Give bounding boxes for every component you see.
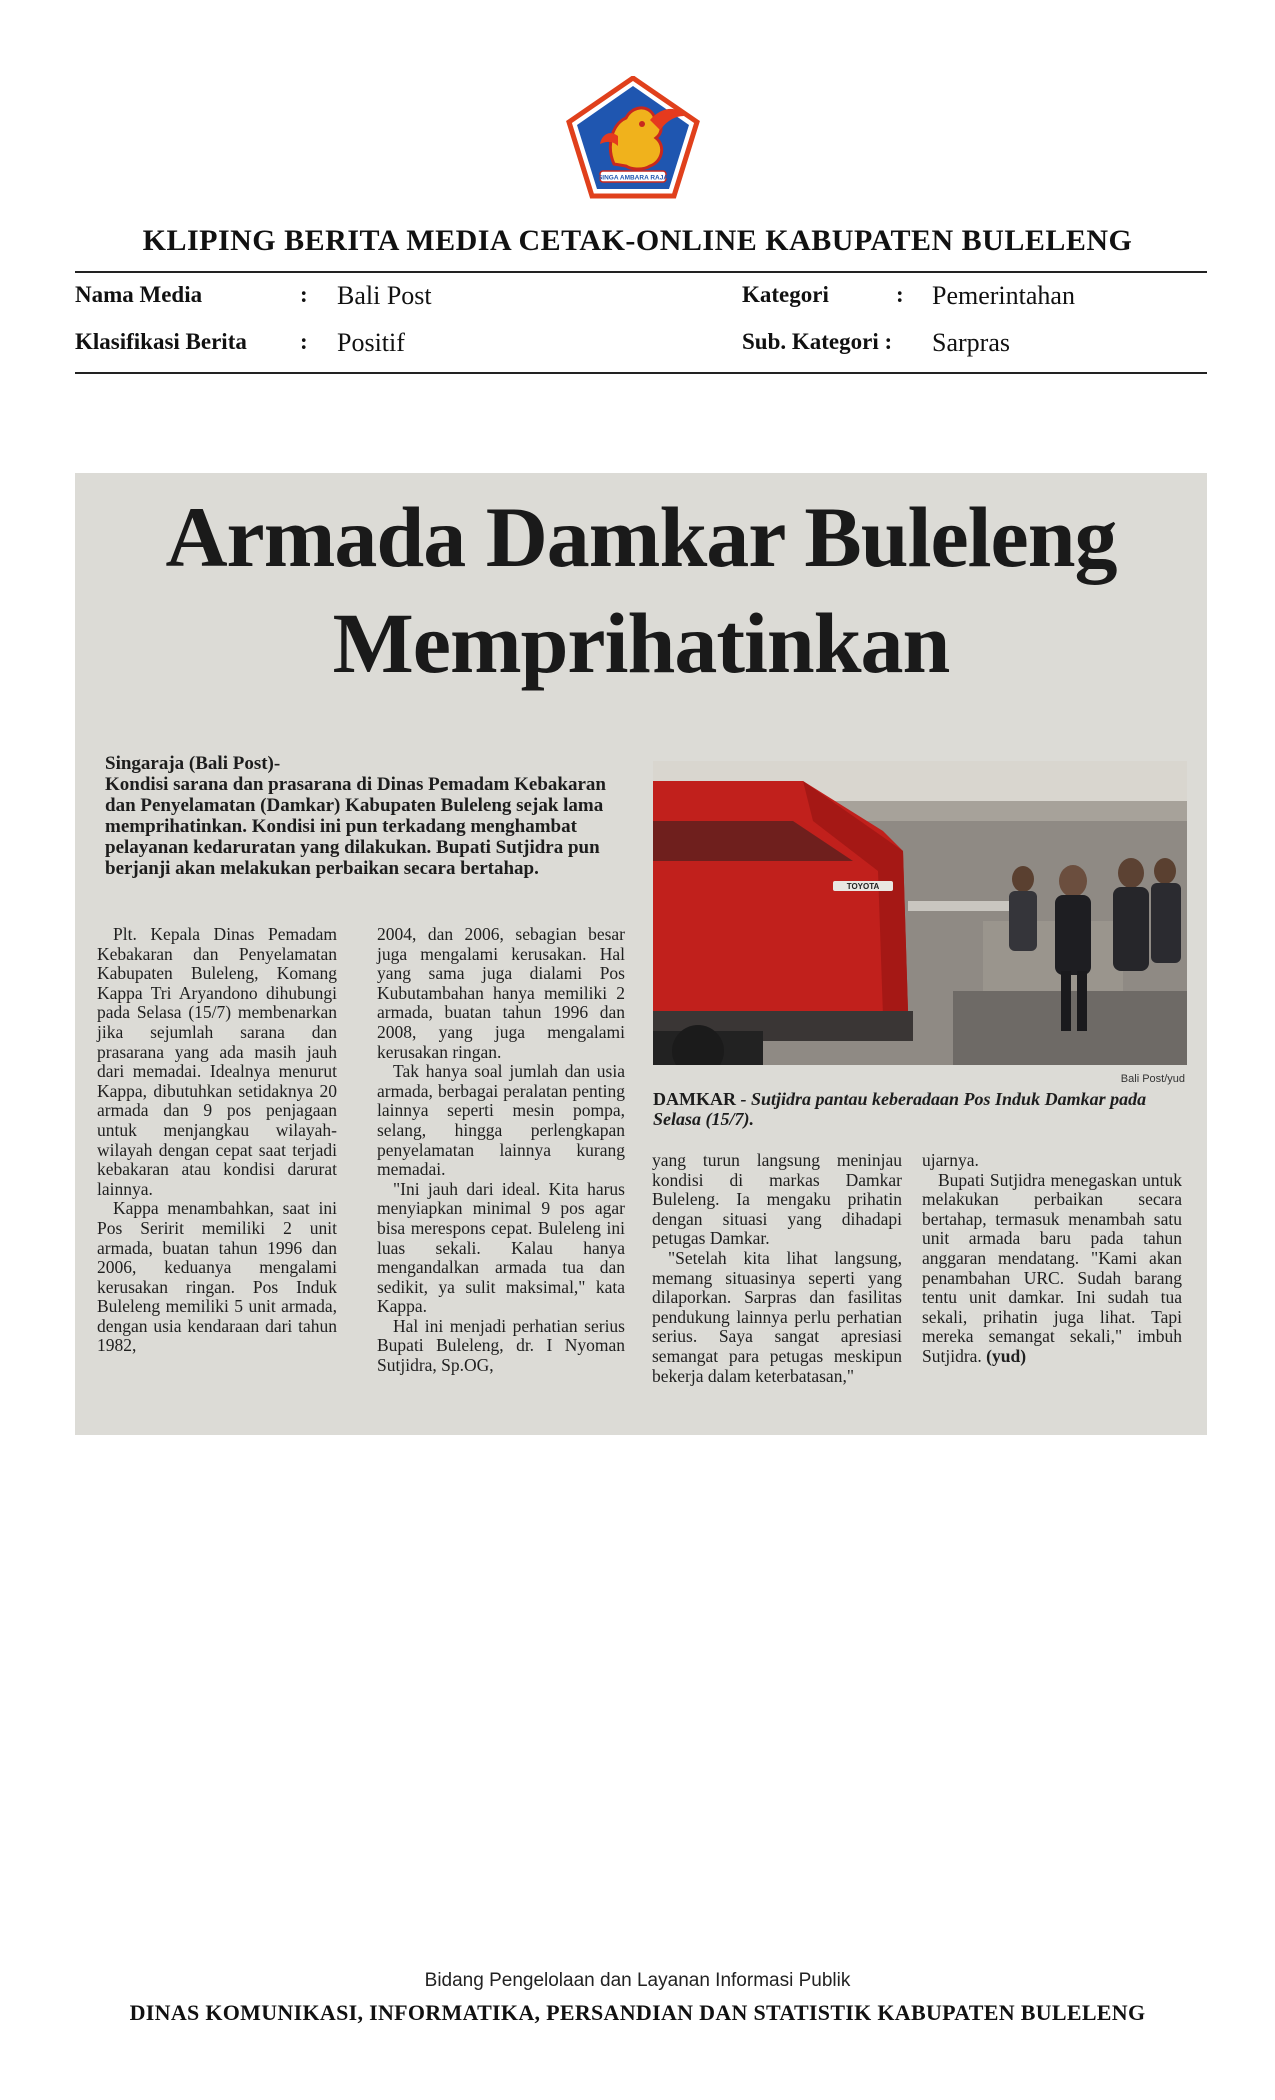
col2-paragraph-1: 2004, dan 2006, sebagian besar juga mengalami kerusakan. Hal yang sama juga dialami Pos Kubutambahan hanya memiliki 2 armada, buatan tahun 1996 dan 2008, yang juga mengalami kerusakan ringan. (377, 924, 625, 1062)
headline-line-2: Memprihatinkan (332, 595, 950, 691)
subkategori-label: Sub. Kategori : (742, 329, 893, 354)
media-value: Bali Post (337, 281, 432, 310)
truck-badge: TOYOTA (846, 882, 880, 891)
col3-paragraph-1: yang turun langsung meninjau kondisi di markas Damkar Buleleng. Ia mengaku prihatin dengan situasi yang dihadapi petugas Damkar. (652, 1150, 902, 1249)
buleleng-lion-crest-icon (566, 76, 700, 200)
logo-text: SINGA AMBARA RAJA (597, 174, 669, 182)
article-column-1 (97, 925, 337, 1356)
header-divider-top (75, 271, 1207, 273)
klasifikasi-label: Klasifikasi Berita (75, 329, 247, 354)
footer-department: Bidang Pengelolaan dan Layanan Informasi Publik (424, 1970, 851, 1991)
col2-paragraph-3: "Ini jauh dari ideal. Kita harus menyiapkan minimal 9 pos agar bisa merespons cepat. Buleleng ini luas sekali. Kalau hanya mengandalkan armada tua dan sedikit, ya sulit maksimal," kata Kappa. (377, 1178, 625, 1317)
article-photo (653, 761, 1187, 1065)
photo-credit: Bali Post/yud (1120, 1073, 1185, 1085)
article-dateline: Singaraja (Bali Post)- (105, 753, 281, 774)
subkategori-value: Sarpras (932, 328, 1010, 357)
klasifikasi-colon: : (300, 329, 308, 354)
article-lead-text: Kondisi sarana dan prasarana di Dinas Pemadam Kebakaran dan Penyelamatan (Damkar) Kabupaten Buleleng sejak lama memprihatinkan. Kondisi ini pun terkadang menghambat pelayanan kedaruratan yang dilakukan. Bupati Sutjidra pun berjanji akan melakukan perbaikan secara bertahap. (105, 774, 606, 879)
klasifikasi-value: Positif (337, 328, 405, 357)
kategori-label: Kategori (742, 282, 829, 307)
headline-line-1: Armada Damkar Buleleng (165, 489, 1117, 585)
article-column-3 (652, 1151, 902, 1386)
photo-caption (653, 1089, 1187, 1129)
kategori-colon: : (896, 282, 904, 307)
caption-label: DAMKAR (653, 1089, 736, 1109)
col2-paragraph-2: Tak hanya soal jumlah dan usia armada, berbagai peralatan penting lainnya seperti mesin pompa, selang, hingga perlengkapan penyelamatan lainnya kurang memadai. (377, 1061, 625, 1180)
article-lead (105, 753, 625, 879)
document-title: KLIPING BERITA MEDIA CETAK-ONLINE KABUPATEN BULELENG (142, 224, 1133, 257)
col3-paragraph-2: "Setelah kita lihat langsung, memang situasinya seperti yang dilaporkan. Sarpras dan fasilitas pendukung lainnya perlu perhatian serius. Saya sangat apresiasi semangat para petugas meskipun bekerja dalam keterbatasan," (652, 1247, 902, 1386)
newspaper-clipping (75, 473, 1207, 1435)
col1-paragraph-2: Kappa menambahkan, saat ini Pos Seririt memiliki 2 unit armada, buatan tahun 1996 dan 2006, keduanya mengalami kerusakan ringan. Pos Induk Buleleng memiliki 5 unit armada, dengan usia kendaraan dari tahun 1982, (97, 1198, 337, 1356)
article-column-2 (377, 925, 625, 1376)
media-colon: : (300, 282, 308, 307)
author-signature: (yud) (986, 1345, 1027, 1366)
col4-paragraph-2-text: Bupati Sutjidra menegaskan untuk melakukan perbaikan secara bertahap, termasuk menambah satu unit armada baru pada tahun anggaran mendatang. "Kami akan penambahan URC. Sudah barang tentu unit damkar. Ini sudah tua sekali, prihatin juga lihat. Tapi mereka semangat sekali," imbuh Sutjidra. (922, 1169, 1182, 1366)
col4-paragraph-2 (922, 1171, 1182, 1367)
col1-paragraph-1: Plt. Kepala Dinas Pemadam Kebakaran dan Penyelamatan Kabupaten Buleleng, Komang Kappa Tri Aryandono dihubungi pada Selasa (15/7) membenarkan jika sejumlah sarana dan prasarana yang ada masih jauh dari memadai. Idealnya menurut Kappa, dibutuhkan setidaknya 20 armada dan 9 pos penjagaan untuk menjangkau wilayah-wilayah dengan cepat saat terjadi kebakaran atau kondisi darurat lainnya. (97, 924, 337, 1199)
article-column-4 (922, 1151, 1182, 1367)
media-label: Nama Media (75, 282, 203, 307)
caption-text: - Sutjidra pantau keberadaan Pos Induk Damkar pada Selasa (15/7). (653, 1089, 1147, 1129)
col2-paragraph-4: Hal ini menjadi perhatian serius Bupati Buleleng, dr. I Nyoman Sutjidra, Sp.OG, (377, 1315, 625, 1376)
header-divider-bottom (75, 372, 1207, 374)
kategori-value: Pemerintahan (932, 281, 1075, 310)
footer-agency: DINAS KOMUNIKASI, INFORMATIKA, PERSANDIAN DAN STATISTIK KABUPATEN BULELENG (129, 2000, 1146, 2025)
col4-paragraph-1: ujarnya. (922, 1150, 979, 1170)
